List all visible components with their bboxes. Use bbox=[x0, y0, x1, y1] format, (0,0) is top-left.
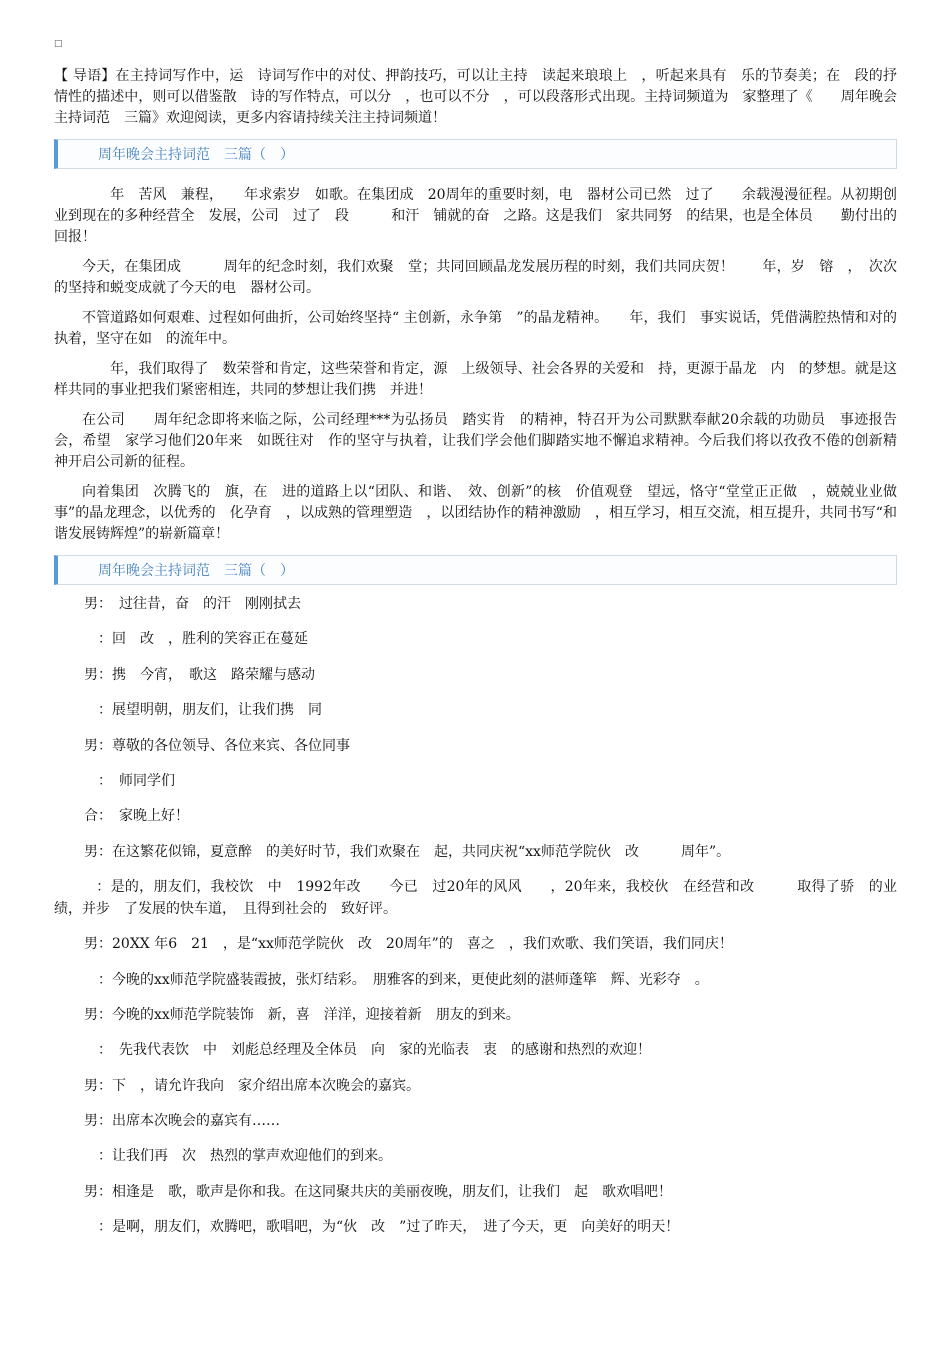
section1-paragraph: 向着集团 次腾飞的 旗，在 进的道路上以“团队、和谐、 效、创新”的核 价值观登 望远，恪守“堂堂正正做 ，兢兢业业做事”的晶龙理念，以优秀的 化孕育 ，以成熟的管理塑造 ，以团结协作的精神激励 ，相互学习，相互交流，相互提升，共同书写“和谐发展铸辉煌”的崭新篇章！ bbox=[54, 484, 897, 542]
dialogue-line: ： 师同学们 bbox=[84, 772, 175, 789]
intro-paragraph: 【 导语】在主持词写作中，运 诗词写作中的对仗、押韵技巧，可以让主持 读起来琅琅上 ，听起来具有 乐的节奏美；在 段的抒情性的描述中，则可以借鉴散 诗的写作特点，可以分 ，也可以不分 ，可以段落形式出现。主持词频道为 家整理了《 周年晚会主持词范 三篇》欢迎阅读，更多内容请持续关注主持词频道！ bbox=[54, 68, 897, 126]
document-page bbox=[54, 38, 897, 1252]
section1-paragraph: 在公司 周年纪念即将来临之际，公司经理***为弘扬员 踏实肯 的精神，特召开为公司默默奉献20余载的功勋员 事迹报告会，希望 家学习他们20年来 如既往对 作的坚守与执着，让我们学会他们脚踏实地不懈追求精神。今后我们将以孜孜不倦的创新精神开启公司新的征程。 bbox=[54, 412, 897, 470]
dialogue-line: 男：今晚的xx师范学院装饰 新，喜 洋洋，迎接着新 朋友的到来。 bbox=[84, 1006, 520, 1023]
dialogue-line: ：让我们再 次 热烈的掌声欢迎他们的到来。 bbox=[84, 1148, 392, 1165]
section-heading-1: 周年晚会主持词范 三篇（ ） bbox=[54, 139, 897, 169]
dialogue-line: 男：20XX 年6 21 ，是“xx师范学院伙 改 20周年”的 喜之 ，我们欢歌、我们笑语，我们同庆！ bbox=[84, 936, 733, 953]
dialogue-line: ：今晚的xx师范学院盛装霞披，张灯结彩。 朋雅客的到来，更使此刻的湛师蓬筚 辉、光彩夺 。 bbox=[84, 971, 709, 988]
dialogue-line: 男：在这繁花似锦，夏意醉 的美好时节，我们欢聚在 起，共同庆祝“xx师范学院伙 改 周年”。 bbox=[84, 843, 731, 860]
dialogue-line: 男：相逢是 歌，歌声是你和我。在这同聚共庆的美丽夜晚，朋友们，让我们 起 歌欢唱吧！ bbox=[84, 1183, 672, 1200]
section1-paragraph: 今天，在集团成 周年的纪念时刻，我们欢聚 堂；共同回顾晶龙发展历程的时刻，我们共同庆贺！ 年，岁 镕 ， 次次的坚持和蜕变成就了今天的电 器材公司。 bbox=[54, 259, 897, 296]
dialogue-line: 男：携 今宵， 歌这 路荣耀与感动 bbox=[84, 666, 315, 683]
dialogue-line: 男：尊敬的各位领导、各位来宾、各位同事 bbox=[84, 737, 350, 754]
corner-mark: □ bbox=[54, 39, 63, 49]
section1-paragraph: 年 苦风 兼程， 年求索岁 如歌。在集团成 20周年的重要时刻，电 器材公司已然 过了 余载漫漫征程。从初期创业到现在的多种经营全 发展，公司 过了 段 和汗 铺就的奋 之路。这是我们 家共同努 的结果，也是全体员 勤付出的回报！ bbox=[54, 187, 897, 245]
dialogue-line: ：是的，朋友们，我校饮 中 1992年改 今已 过20年的风风 ，20年来，我校伙 在经营和改 取得了骄 的业绩，并步 了发展的快车道， 且得到社会的 致好评。 bbox=[54, 879, 897, 918]
dialogue-line: ： 先我代表饮 中 刘彪总经理及全体员 向 家的光临表 衷 的感谢和热烈的欢迎！ bbox=[84, 1042, 651, 1059]
section1-paragraph: 不管道路如何艰难、过程如何曲折，公司始终坚持“ 主创新，永争第 ”的晶龙精神。 年，我们 事实说话，凭借满腔热情和对的执着，坚守在如 的流年中。 bbox=[54, 310, 897, 347]
dialogue-line: ：展望明朝，朋友们，让我们携 同 bbox=[84, 702, 322, 719]
dialogue-line: 合： 家晚上好！ bbox=[84, 808, 189, 825]
dialogue-line: 男：出席本次晚会的嘉宾有…… bbox=[84, 1113, 280, 1130]
dialogue-line: 男： 过往昔，奋 的汗 刚刚拭去 bbox=[84, 596, 301, 612]
dialogue-line: ：是啊，朋友们，欢腾吧，歌唱吧，为“伙 改 ”过了昨天， 进了今天，更 向美好的明天！ bbox=[84, 1219, 680, 1236]
dialogue-line: ：回 改 ，胜利的笑容正在蔓延 bbox=[84, 631, 308, 648]
section1-paragraph: 年，我们取得了 数荣誉和肯定，这些荣誉和肯定，源 上级领导、社会各界的关爱和 持，更源于晶龙 内 的梦想。就是这样共同的事业把我们紧密相连，共同的梦想让我们携 并进！ bbox=[54, 361, 897, 398]
dialogue-line: 男：下 ，请允许我向 家介绍出席本次晚会的嘉宾。 bbox=[84, 1077, 420, 1094]
section-heading-2: 周年晚会主持词范 三篇（ ） bbox=[54, 555, 897, 585]
